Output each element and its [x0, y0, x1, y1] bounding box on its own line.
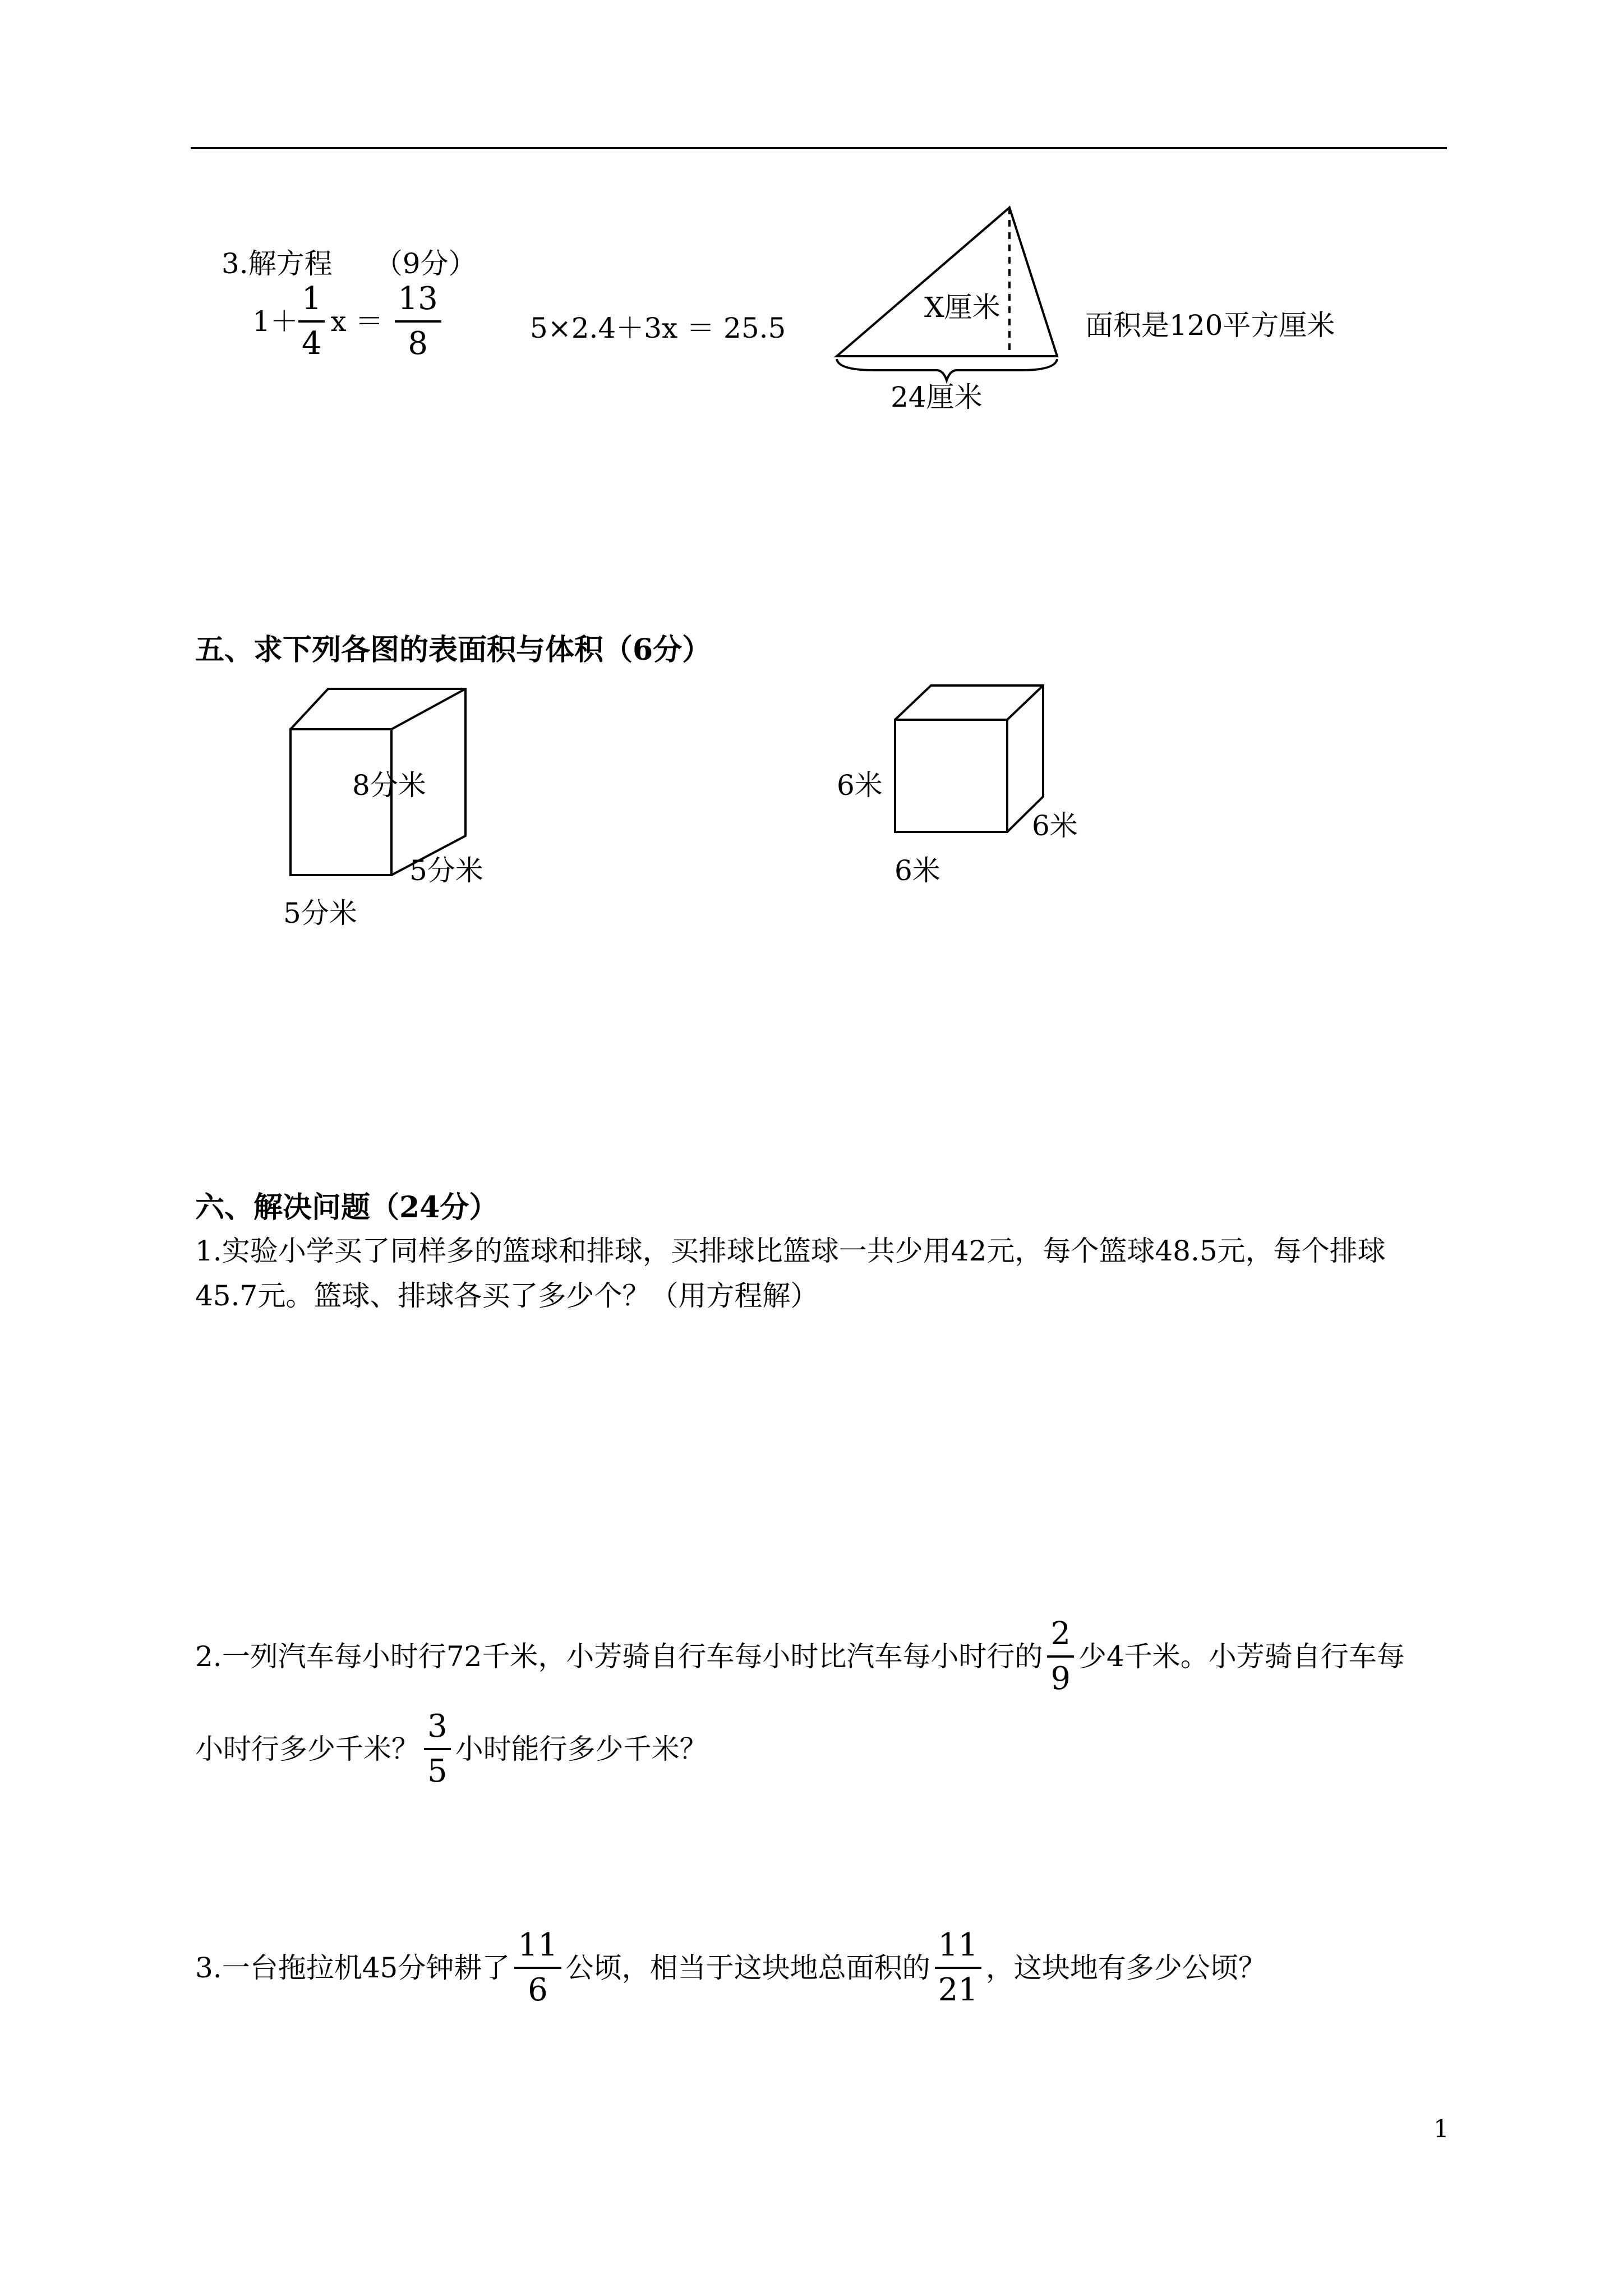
- cube-depth-label: 6米: [1032, 809, 1078, 842]
- q3-line: [195, 1927, 1266, 2008]
- q2-f2-num: 3: [424, 1711, 451, 1750]
- q3-f2-den: 21: [938, 1972, 978, 2008]
- triangle-area-text: 面积是120平方厘米: [1085, 309, 1335, 342]
- eq1-rnum: 13: [395, 283, 441, 323]
- q1-line2: 45.7元。篮球、排球各买了多少个？（用方程解）: [195, 1280, 819, 1312]
- triangle-shape: [837, 208, 1057, 356]
- q3-f2-num: 11: [935, 1930, 981, 1969]
- q2-line1: [195, 1618, 1405, 1695]
- q3-fraction-1: [514, 1927, 561, 2008]
- part6-heading: 六、解决问题（24分）: [195, 1190, 499, 1225]
- q3-f1-den: 6: [528, 1972, 548, 2008]
- q2-text-a: 2.一列汽车每小时行72千米，小芳骑自行车每小时比汽车每小时行的: [195, 1640, 1043, 1673]
- q3-text-b: 公顷，相当于这块地总面积的: [565, 1952, 930, 1984]
- q2-fraction-2: [424, 1708, 451, 1789]
- eq1-num: 1: [298, 283, 325, 323]
- eq1-prefix: 1＋: [252, 305, 298, 338]
- q2-f1-num: 2: [1047, 1618, 1074, 1658]
- eq1-den: 4: [301, 325, 322, 362]
- q3-text-c: ，这块地有多少公顷？: [985, 1952, 1266, 1984]
- triangle-base-label: 24厘米: [891, 381, 983, 413]
- q2-f1-den: 9: [1050, 1660, 1071, 1697]
- q2-fraction-1: [1047, 1618, 1074, 1695]
- equation-2: 5×2.4＋3x ＝ 25.5: [530, 312, 786, 344]
- q1-line1: 1.实验小学买了同样多的篮球和排球，买排球比篮球一共少用42元，每个篮球48.5元，每个排球: [195, 1235, 1386, 1267]
- q2-line2: [195, 1708, 708, 1789]
- part5-heading: 五、求下列各图的表面积与体积（6分）: [195, 633, 712, 667]
- cube-shape: [895, 685, 1043, 832]
- cuboid-width-label: 5分米: [283, 897, 357, 930]
- q3-fraction-2: [935, 1927, 981, 2008]
- q3-text-a: 3.一台拖拉机45分钟耕了: [195, 1952, 510, 1984]
- cuboid-height-label: 8分米: [352, 769, 426, 802]
- cube-height-label: 6米: [837, 769, 883, 802]
- q3-title: 3.解方程 （9分）: [222, 247, 477, 280]
- page-number: 1: [1433, 2115, 1449, 2143]
- cuboid-depth-label: 5分米: [409, 854, 483, 887]
- q2-text-b: 少4千米。小芳骑自行车每: [1078, 1640, 1405, 1673]
- cube-width-label: 6米: [895, 854, 940, 887]
- triangle-height-label: X厘米: [924, 291, 1000, 324]
- q3-f1-num: 11: [514, 1930, 561, 1969]
- eq1-mid: x ＝: [330, 305, 384, 338]
- q2-text-d: 小时能行多少千米？: [455, 1733, 708, 1765]
- q2-f2-den: 5: [427, 1753, 448, 1789]
- eq1-rden: 8: [408, 325, 428, 362]
- q2-text-c: 小时行多少千米？: [195, 1733, 419, 1765]
